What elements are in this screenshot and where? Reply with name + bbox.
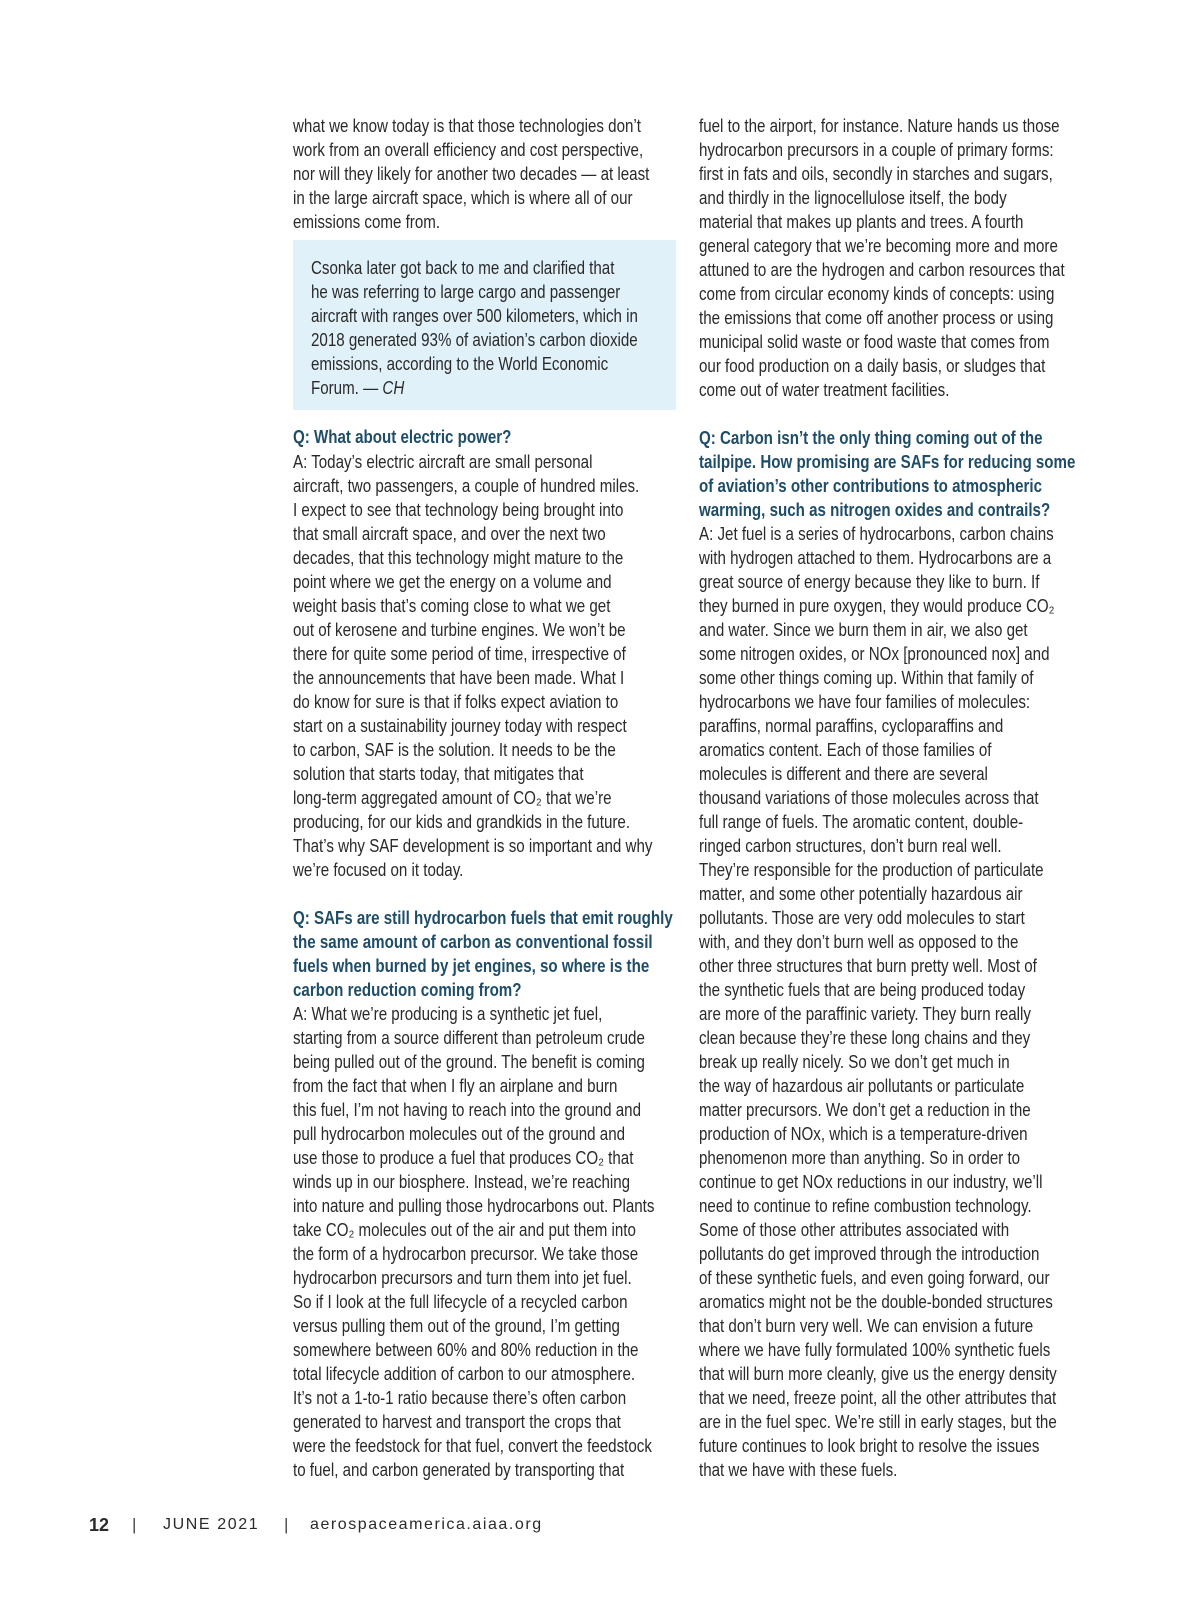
footer-separator: | bbox=[132, 1515, 137, 1534]
website-url: aerospaceamerica.aiaa.org bbox=[310, 1516, 543, 1533]
answer-carbon-reduction: A: What we’re producing is a synthetic jet fuel, starting from a source different than petroleum crude being pulled out of the ground. The benefit is coming from the fact that when I fly an airplane and burn this fuel, I’m not having to reach into the ground and pull hydrocarbon molecules out of the ground and use those to produce a fuel that produces CO₂ that winds up in our biosphere. Instead, we’re reaching into nature and pulling those hydrocarbons out. Plants take CO₂ molecules out of the air and put them into the form of a hydrocarbon precursor. We take those hydrocarbon precursors and turn them into jet fuel. So if I look at the full lifecycle of a recycled carbon versus pulling them out of the ground, I’m getting somewhere between 60% and 80% reduction in the total lifecycle addition of carbon to our atmosphere. It’s not a 1-to-1 ratio because there’s often carbon generated to harvest and transport the crops that were the feedstock for that fuel, convert the feedstock to fuel, and carbon generated by transporting that bbox=[293, 1004, 655, 1480]
editor-note bbox=[311, 256, 638, 400]
intro-paragraph: what we know today is that those technologies don’t work from an overall efficiency and cost perspective, nor will they likely for another two decades — at least in the large aircraft space, which is where all of our emissions come from. bbox=[293, 116, 650, 232]
question-electric-power: Q: What about electric power? bbox=[293, 427, 512, 447]
editor-initials: CH bbox=[382, 378, 405, 398]
answer-other-emissions: A: Jet fuel is a series of hydrocarbons, carbon chains with hydrogen attached to them. Hydrocarbons are a great source of energy because they like to burn. If they burned in pure oxygen, they would produce CO₂ and water. Since we burn them in air, we also get some nitrogen oxides, or NOx [pronounced nox] and some other things coming up. Within that family of hydrocarbons we have four families of molecules: paraffins, normal paraffins, cycloparaffins and aromatics content. Each of those families of molecules is different and there are several thousand variations of those molecules across that full range of fuels. The aromatic content, double- ringed carbon structures, don’t burn real well. They’re responsible for the production of particulate matter, and some other potentially hazardous air pollutants. Those are very odd molecules to start with, and they don’t burn well as opposed to the other three structures that burn pretty well. Most of the synthetic fuels that are being produced today are more of the paraffinic variety. They burn really clean because they’re these long chains and they break up really nicely. So we don’t get much in the way of hazardous air pollutants or particulate matter precursors. We don’t get a reduction in the production of NOx, which is a temperature-driven phenomenon more than anything. So in order to continue to get NOx reductions in our industry, we’ll need to continue to refine combustion technology. Some of those other attributes associated with pollutants do get improved through the introduction of these synthetic fuels, and even going forward, our aromatics might not be the double-bonded structures that don’t burn very well. We can envision a future where we have fully formulated 100% synthetic fuels that will burn more cleanly, give us the energy density that we need, freeze point, all the other attributes that are in the fuel spec. We’re still in early stages, but the future continues to look bright to resolve the issues that we have with these fuels. bbox=[699, 524, 1057, 1480]
footer-separator: | bbox=[284, 1515, 289, 1534]
question-carbon-reduction: Q: SAFs are still hydrocarbon fuels that emit roughly the same amount of carbon as conventional fossil fuels when burned by jet engines, so where is the carbon reduction coming from? bbox=[293, 908, 673, 1000]
editor-note-text: Csonka later got back to me and clarified that he was referring to large cargo and passenger aircraft with ranges over 500 kilometers, which in 2018 generated 93% of aviation’s carbon dioxide emissions, according to the World Economic Forum. — bbox=[311, 258, 638, 398]
issue-date: JUNE 2021 bbox=[163, 1516, 260, 1533]
continuation-paragraph: fuel to the airport, for instance. Nature hands us those hydrocarbon precursors in a couple of primary forms: first in fats and oils, secondly in starches and sugars, and thirdly in the lignocellulose itself, the body material that makes up plants and trees. A fourth general category that we’re becoming more and more attuned to are the hydrogen and carbon resources that come from circular economy kinds of concepts: using the emissions that come off another process or using municipal solid waste or food waste that comes from our food production on a daily basis, or sludges that come out of water treatment facilities. bbox=[699, 116, 1065, 400]
question-other-emissions: Q: Carbon isn’t the only thing coming out of the tailpipe. How promising are SAFs for reducing some of aviation’s other contributions to atmospheric warming, such as nitrogen oxides and contrails? bbox=[699, 428, 1076, 520]
page-number: 12 bbox=[89, 1515, 110, 1535]
answer-electric-power: A: Today’s electric aircraft are small personal aircraft, two passengers, a couple of hundred miles. I expect to see that technology being brought into that small aircraft space, and over the next two decades, that this technology might mature to the point where we get the energy on a volume and weight basis that’s coming close to what we get out of kerosene and turbine engines. We won’t be there for quite some period of time, irrespective of the announcements that have been made. What I do know for sure is that if folks expect aviation to start on a sustainability journey today with respect to carbon, SAF is the solution. It needs to be the solution that starts today, that mitigates that long-term aggregated amount of CO₂ that we’re producing, for our kids and grandkids in the future. That’s why SAF development is so important and why we’re focused on it today. bbox=[293, 452, 653, 880]
editor-note-box bbox=[293, 240, 676, 410]
